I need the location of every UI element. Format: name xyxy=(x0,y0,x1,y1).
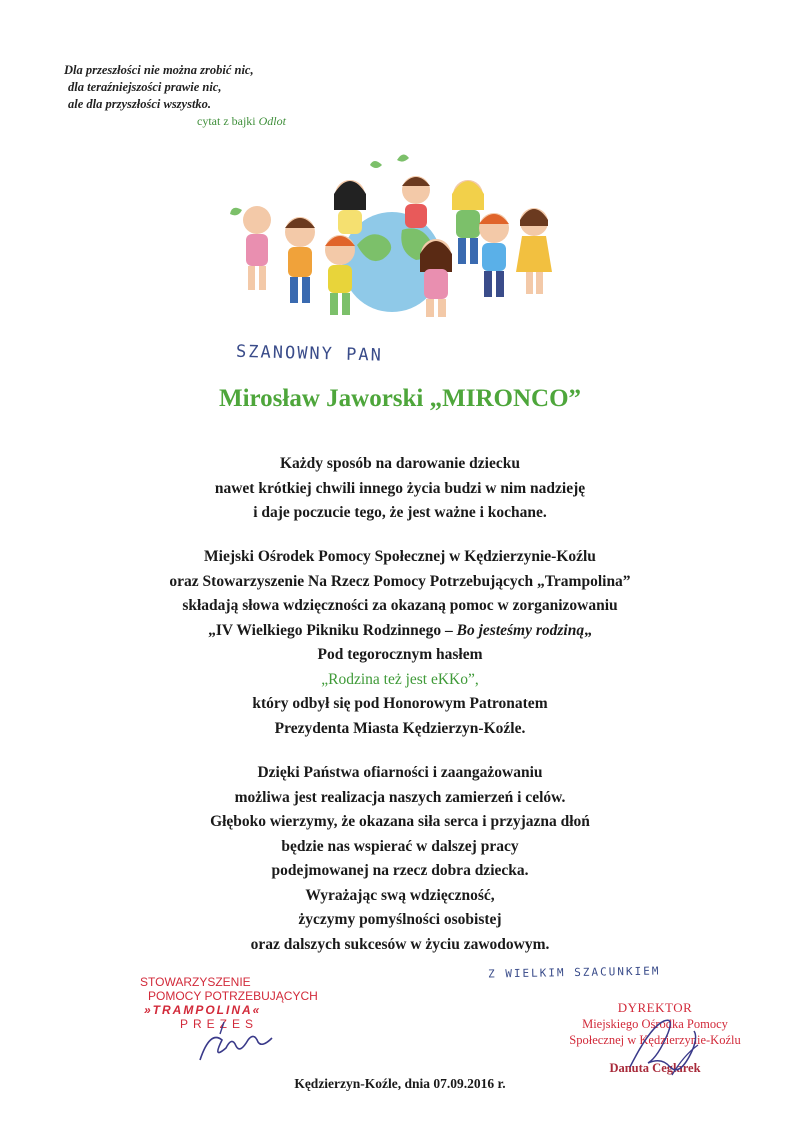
paragraph-closing xyxy=(80,761,720,957)
handwritten-salutation: SZANOWNY PAN xyxy=(235,341,384,366)
children-globe-illustration xyxy=(222,150,562,320)
paragraph-thanks xyxy=(80,545,720,741)
quote-line: dla teraźniejszości prawie nic, xyxy=(68,80,222,94)
quote-source: cytat z bajki Odlot xyxy=(197,114,286,128)
text-line: możliwa jest realizacja naszych zamierzeń i celów. xyxy=(234,788,566,806)
text-line: Dzięki Państwa ofiarności i zaangażowaniu xyxy=(257,764,543,781)
paragraph-intro xyxy=(80,452,720,526)
stamp-line: PREZES xyxy=(180,1017,259,1031)
text-line: będzie nas wspierać w dalszej pracy xyxy=(281,837,519,855)
text-line: składają słowa wdzięczności za okazaną pomoc w zorganizowaniu xyxy=(182,597,618,614)
opening-quote xyxy=(64,62,286,128)
stamp-line: Miejskiego Ośrodka Pomocy xyxy=(582,1017,728,1031)
text-line: i daje poczucie tego, że jest ważne i kochane. xyxy=(253,504,547,521)
text-line: życzymy pomyślności osobistej xyxy=(298,911,502,928)
text-line: nawet krótkiej chwili innego życia budzi w nim nadzieję xyxy=(214,479,586,497)
text-line: Każdy sposób na darowanie dziecku xyxy=(279,455,520,472)
text-line: Wyrażając swą wdzięczność, xyxy=(305,886,495,904)
text-line: który odbył się pod Honorowym Patronatem xyxy=(252,695,548,712)
event-motto: „Rodzina też jest eKKo”, xyxy=(321,670,479,688)
president-signature-icon xyxy=(190,1020,280,1068)
place-date-line: Kędzierzyn-Koźle, dnia 07.09.2016 r. xyxy=(294,1076,506,1091)
text-line: Prezydenta Miasta Kędzierzyn-Koźle. xyxy=(274,719,526,737)
stamp-line: »TRAMPOLINA« xyxy=(144,1003,262,1017)
director-signature-icon xyxy=(612,1005,712,1083)
handwritten-note: Z WIELKIM SZACUNKIEM xyxy=(487,964,661,981)
text-line: podejmowanej na rzecz dobra dziecka. xyxy=(271,862,529,879)
text-line: Miejski Ośrodek Pomocy Społecznej w Kędzierzynie-Koźlu xyxy=(204,548,596,565)
director-title: DYREKTOR xyxy=(617,1000,693,1015)
text-line: Głęboko wierzymy, że okazana siła serca i przyjazna dłoń xyxy=(210,813,590,830)
text-line: Pod tegorocznym hasłem xyxy=(317,646,483,663)
text-line: oraz dalszych sukcesów w życiu zawodowym. xyxy=(250,935,550,953)
stamp-line: Społecznej w Kędzierzynie-Koźlu xyxy=(569,1033,741,1047)
event-name-line: „IV Wielkiego Pikniku Rodzinnego – Bo jesteśmy rodziną„ xyxy=(208,621,592,639)
quote-line: ale dla przyszłości wszystko. xyxy=(68,97,212,111)
director-name: Danuta Ceglarek xyxy=(609,1061,701,1075)
stamp-line: STOWARZYSZENIE xyxy=(140,975,251,989)
stamp-line: POMOCY POTRZEBUJĄCYCH xyxy=(148,989,318,1003)
text-line: oraz Stowarzyszenie Na Rzecz Pomocy Potrzebujących „Trampolina” xyxy=(169,572,631,590)
quote-line: Dla przeszłości nie można zrobić nic, xyxy=(64,63,254,77)
recipient-name: Mirosław Jaworski „MIRONCO” xyxy=(218,385,582,412)
